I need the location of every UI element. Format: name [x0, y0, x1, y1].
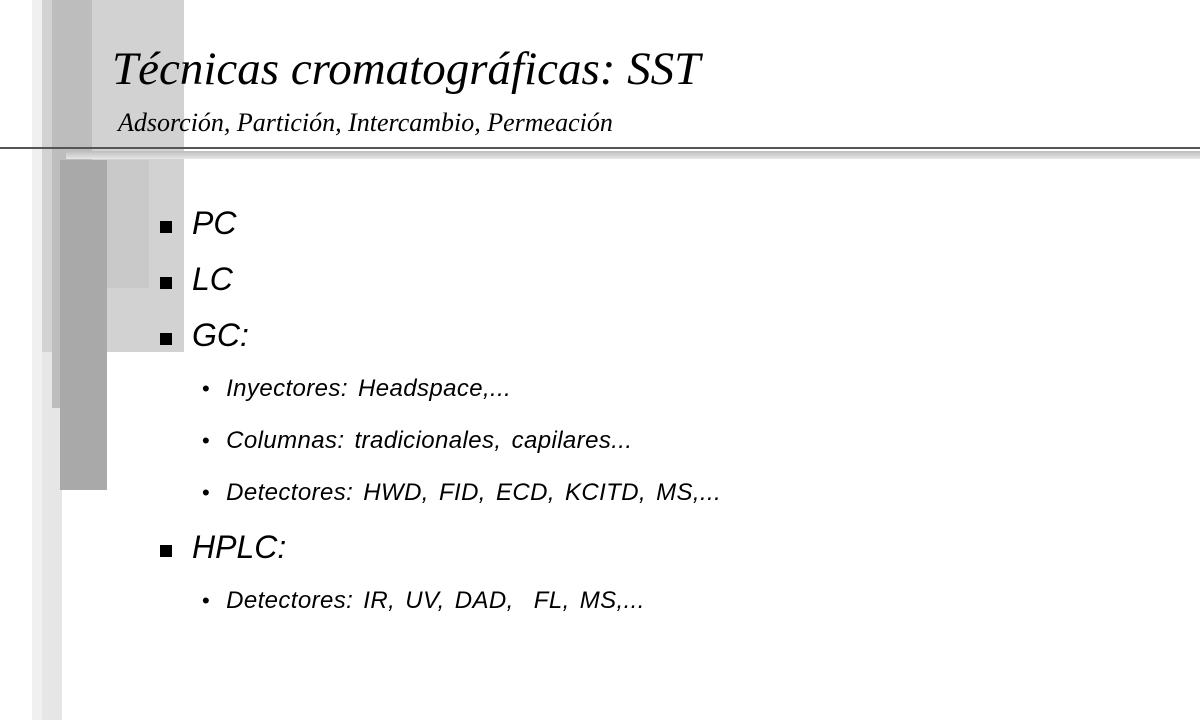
- black-square-bullet-icon: [160, 545, 172, 557]
- list-item-label: LC: [192, 260, 233, 297]
- bullet-list: [160, 195, 1160, 627]
- dot-bullet-icon: •: [202, 428, 211, 453]
- decor-bar: [32, 0, 42, 720]
- black-square-bullet-icon: [160, 333, 172, 345]
- slide-subtitle: Adsorción, Partición, Intercambio, Permeación: [118, 108, 613, 137]
- decor-bar: [60, 160, 107, 490]
- black-square-bullet-icon: [160, 277, 172, 289]
- sub-list-item-label: Inyectores: Headspace,...: [226, 375, 512, 402]
- sub-list-item: [160, 363, 1160, 415]
- dot-bullet-icon: •: [202, 588, 211, 613]
- sub-list-item-label: Detectores: IR, UV, DAD, FL, MS,...: [226, 587, 645, 614]
- list-item: [160, 519, 1160, 575]
- list-item: [160, 251, 1160, 307]
- sub-list-item: [160, 415, 1160, 467]
- list-item: [160, 195, 1160, 251]
- sub-list-item-label: Columnas: tradicionales, capilares...: [226, 427, 633, 454]
- slide-title: Técnicas cromatográficas: SST: [112, 43, 701, 95]
- title-rule: [0, 147, 1200, 149]
- list-item-label: PC: [192, 204, 237, 241]
- title-rule-shadow: [66, 151, 1200, 159]
- list-item-label: GC:: [192, 316, 249, 353]
- black-square-bullet-icon: [160, 221, 172, 233]
- sub-list-item: [160, 575, 1160, 627]
- list-item-label: HPLC:: [192, 528, 287, 565]
- dot-bullet-icon: •: [202, 480, 211, 505]
- sub-list-item: [160, 467, 1160, 519]
- dot-bullet-icon: •: [202, 376, 211, 401]
- list-item: [160, 307, 1160, 363]
- sub-list-item-label: Detectores: HWD, FID, ECD, KCITD, MS,...: [226, 479, 722, 506]
